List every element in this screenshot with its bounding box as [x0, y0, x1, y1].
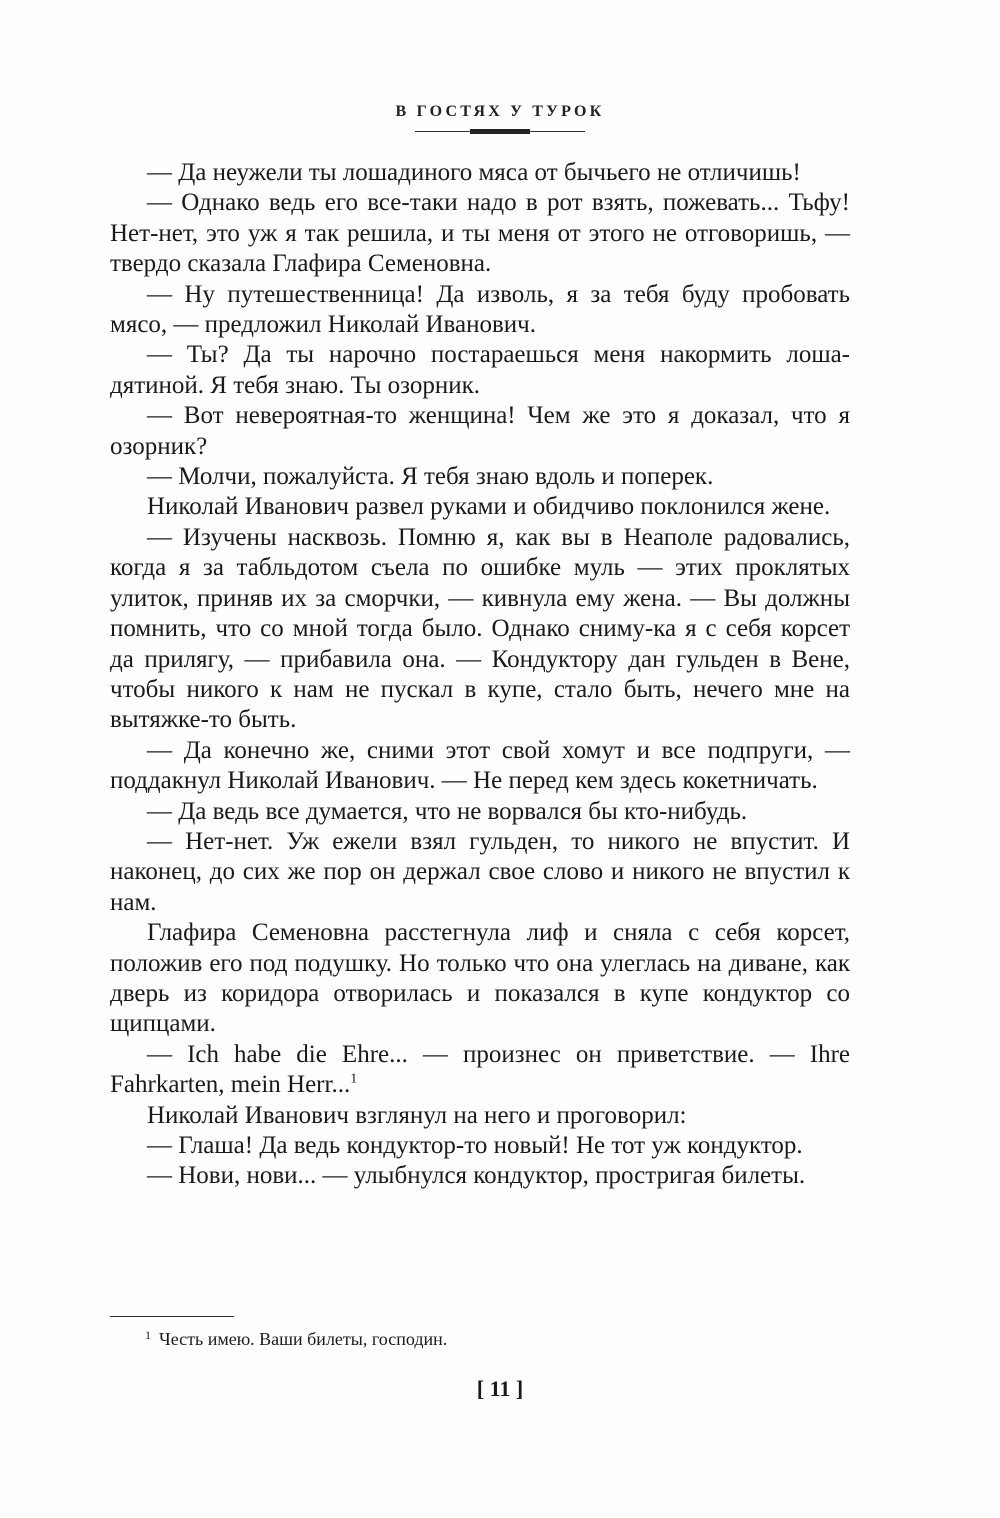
- paragraph: — Да ведь все думается, что не ворвался бы кто-нибудь.: [147, 797, 748, 825]
- page-number: [ 11 ]: [476, 1376, 524, 1401]
- paragraph: Николай Иванович взглянул на него и проговорил:: [147, 1101, 687, 1129]
- running-head: В ГОСТЯХ У ТУРОК: [395, 103, 605, 120]
- paragraph: Николай Иванович развел руками и обидчиво поклонился жене.: [147, 493, 831, 521]
- footnote-rule: [110, 1316, 234, 1317]
- paragraph: — Однако ведь его все-таки надо в рот взять, пожевать... Тьфу! Нет-нет, это уж я так решила, и ты меня от этого не отговоришь, — твердо сказала Глафира Семеновна.: [110, 189, 850, 278]
- paragraph: — Нови, нови... — улыбнулся кондуктор, простригая билеты.: [147, 1162, 806, 1190]
- paragraph: Глафира Семеновна расстегнула лиф и сняла с себя корсет, положив его под подушку. Но только что она улеглась на диване, как дверь из коридора отворилась и показался в купе кондуктор со щипцами.: [110, 919, 850, 1038]
- footnote-reference[interactable]: 1: [350, 1071, 358, 1087]
- paragraph: — Молчи, пожалуйста. Я тебя знаю вдоль и поперек.: [147, 463, 714, 491]
- page-header: [0, 103, 1000, 134]
- paragraph: — Нет-нет. Уж ежели взял гульден, то никого не впустит. И наконец, до сих же пор он держал свое слово и никого не впустил к нам.: [110, 827, 850, 916]
- paragraph-text: — Ich habe die Ehre... — произнес он приветствие. — Ihre Fahrkarten, mein Herr...: [110, 1040, 850, 1099]
- footnote-text: Честь имею. Ваши билеты, господин.: [159, 1329, 448, 1349]
- paragraph: — Ну путешественница! Да изволь, я за тебя буду пробовать мясо, — предложил Николай Иванович.: [110, 280, 850, 339]
- paragraph: — Ты? Да ты нарочно постараешься меня накормить лошадятиной. Я тебя знаю. Ты озорник.: [110, 341, 850, 399]
- paragraph-with-footnote: [110, 1040, 850, 1101]
- paragraph: — Изучены насквозь. Помню я, как вы в Неаполе радовались, когда я за табльдотом съела по ошибке муль — этих проклятых улиток, приняв их за сморчки, — кивнула ему жена. — Вы должны помнить, что со мной тогда было. Однако сниму-ка я с себя корсет да прилягу, — прибавила она. — Кондуктору дан гульден в Вене, чтобы никого к нам не пускал в купе, стало быть, нечего мне на вытяжке-то быть.: [110, 523, 850, 734]
- footnote: [145, 1323, 845, 1351]
- body-text: [110, 158, 850, 1192]
- paragraph: — Вот невероятная-то женщина! Чем же это я доказал, что я озорник?: [110, 402, 850, 460]
- paragraph: — Да неужели ты лошадиного мяса от бычьего не отличишь!: [147, 159, 801, 186]
- header-ornament: [415, 128, 585, 134]
- footnote-marker: 1: [145, 1328, 151, 1342]
- paragraph: — Глаша! Да ведь кондуктор-то новый! Не тот уж кондуктор.: [147, 1132, 803, 1159]
- paragraph: — Да конечно же, сними этот свой хомут и все подпруги, — поддакнул Николай Иванович. — Не перед кем здесь кокетничать.: [110, 736, 850, 795]
